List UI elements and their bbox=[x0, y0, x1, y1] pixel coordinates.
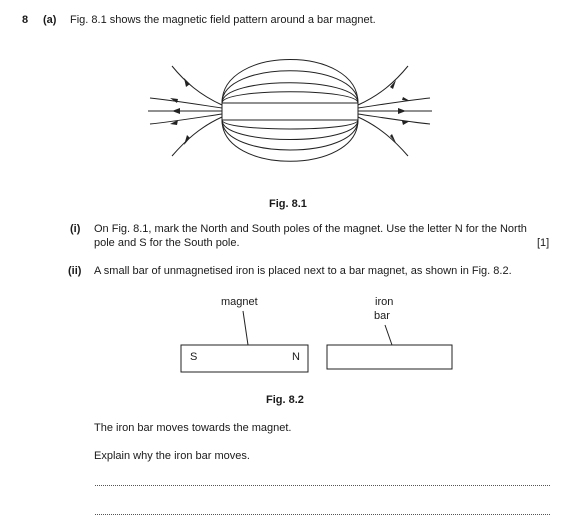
fig-8-2-diagram bbox=[0, 300, 579, 400]
intro-text: Fig. 8.1 shows the magnetic field pattern around a bar magnet. bbox=[70, 14, 376, 26]
prompt-text: Explain why the iron bar moves. bbox=[94, 450, 250, 462]
sub-ii-text: A small bar of unmagnetised iron is placed next to a bar magnet, as shown in Fig. 8.2. bbox=[94, 265, 512, 277]
iron-label-line1: iron bbox=[375, 296, 394, 308]
iron-bar-box bbox=[327, 345, 452, 369]
pole-n-label: N bbox=[292, 351, 300, 363]
question-number: 8 bbox=[22, 14, 29, 26]
iron-label-line2: bar bbox=[374, 310, 390, 322]
part-a-label: (a) bbox=[43, 14, 57, 26]
fig-8-1-field-diagram bbox=[0, 0, 579, 200]
fig-8-2-caption: Fig. 8.2 bbox=[266, 394, 304, 406]
pole-s-label: S bbox=[190, 351, 198, 363]
magnet-box bbox=[181, 345, 308, 372]
sub-ii-label: (ii) bbox=[68, 265, 82, 277]
sub-i-marks: [1] bbox=[537, 237, 550, 249]
statement-text: The iron bar moves towards the magnet. bbox=[94, 422, 292, 434]
sub-i-line1: On Fig. 8.1, mark the North and South poles of the magnet. Use the letter N for the North bbox=[94, 223, 527, 235]
answer-line-1[interactable] bbox=[95, 485, 550, 486]
fig-8-1-caption: Fig. 8.1 bbox=[269, 198, 307, 210]
answer-line-2[interactable] bbox=[95, 514, 550, 515]
sub-i-label: (i) bbox=[70, 223, 81, 235]
sub-i-line2: pole and S for the South pole. bbox=[94, 237, 240, 249]
magnet-label: magnet bbox=[221, 296, 258, 308]
